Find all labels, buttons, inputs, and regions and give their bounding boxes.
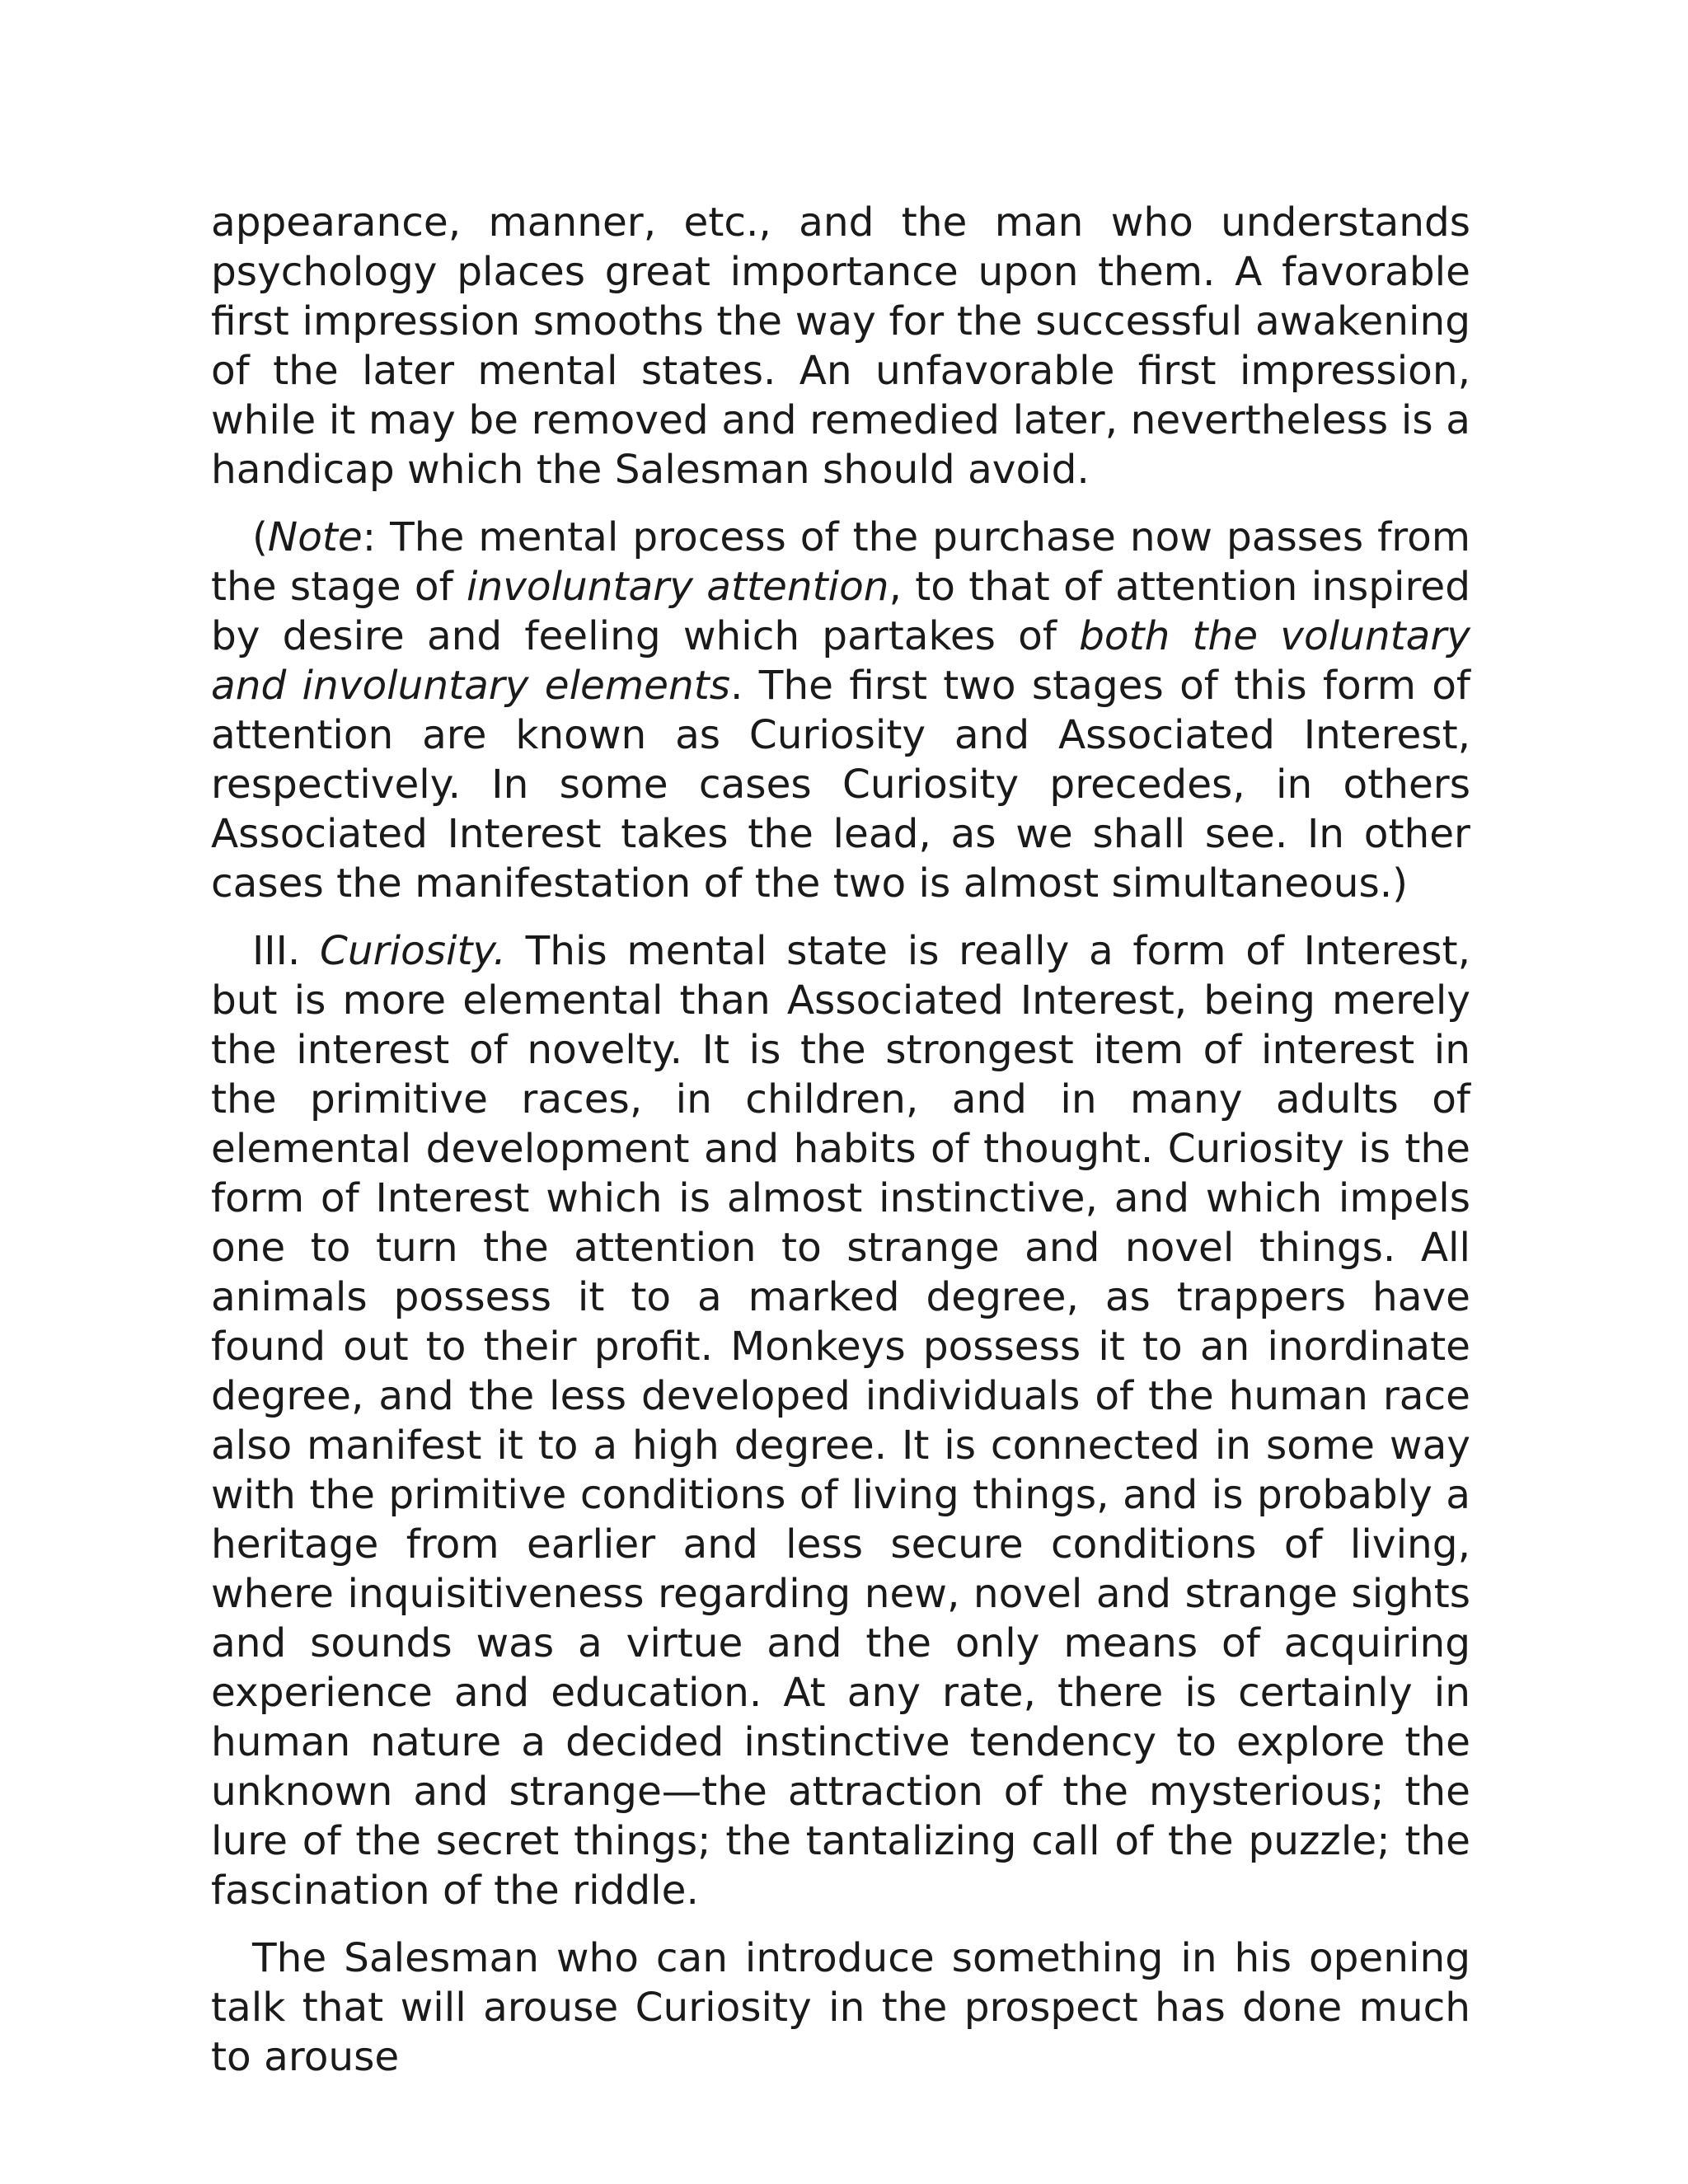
paragraph-note [211,513,1470,908]
text-run: , to that of attention inspired by desire and feeling which partakes of [211,564,1470,659]
text-run: ( [252,514,268,560]
text-run: appearance, manner, etc., and the man who understands psychology places great importance upon them. A favorable first impression smooths the way for the successful awakening of the later mental states. An unfavorable first impression, while it may be removed and remedied later, nevertheless is a handicap which the Salesman should avoid. [211,199,1470,493]
text-run: . The first two stages of this form of attention are known as Curiosity and Associated Interest, respectively. In some cases Curiosity precedes, in others Associated Interest takes the lead, as we shall see. In other cases the manifestation of the two is almost simultaneous.) [211,663,1470,907]
text-run: : The mental process of the purchase now passes from the stage of [211,514,1470,610]
italic-run: Curiosity. [320,928,506,974]
text-run: III. [252,928,321,974]
paragraph-salesman [211,1933,1470,2082]
italic-run: Note [267,514,363,560]
text-run: The Salesman who can introduce something in his opening talk that will arouse Curiosity in the prospect has done much to arouse [211,1935,1470,2080]
italic-run: both the voluntary and involuntary elements [211,613,1470,709]
document-page [211,198,1470,2100]
paragraph-first-impression [211,198,1470,494]
italic-run: involuntary attention [466,564,889,610]
text-run: This mental state is really a form of Interest, but is more elemental than Associated Interest, being merely the interest of novelty. It is the strongest item of interest in the primitive races, in children, and in many adults of elemental development and habits of thought. Curiosity is the form of Interest which is almost instinctive, and which impels one to turn the attention to strange and novel things. All animals possess it to a marked degree, as trappers have found out to their profit. Monkeys possess it to an inordinate degree, and the less developed individuals of the human race also manifest it to a high degree. It is connected in some way with the primitive conditions of living things, and is probably a heritage from earlier and less secure conditions of living, where inquisitiveness regarding new, novel and strange sights and sounds was a virtue and the only means of acquiring experience and education. At any rate, there is certainly in human nature a decided instinctive tendency to explore the unknown and strange—the attraction of the mysterious; the lure of the secret things; the tantalizing call of the puzzle; the fascination of the riddle. [211,928,1470,1914]
paragraph-curiosity [211,926,1470,1915]
